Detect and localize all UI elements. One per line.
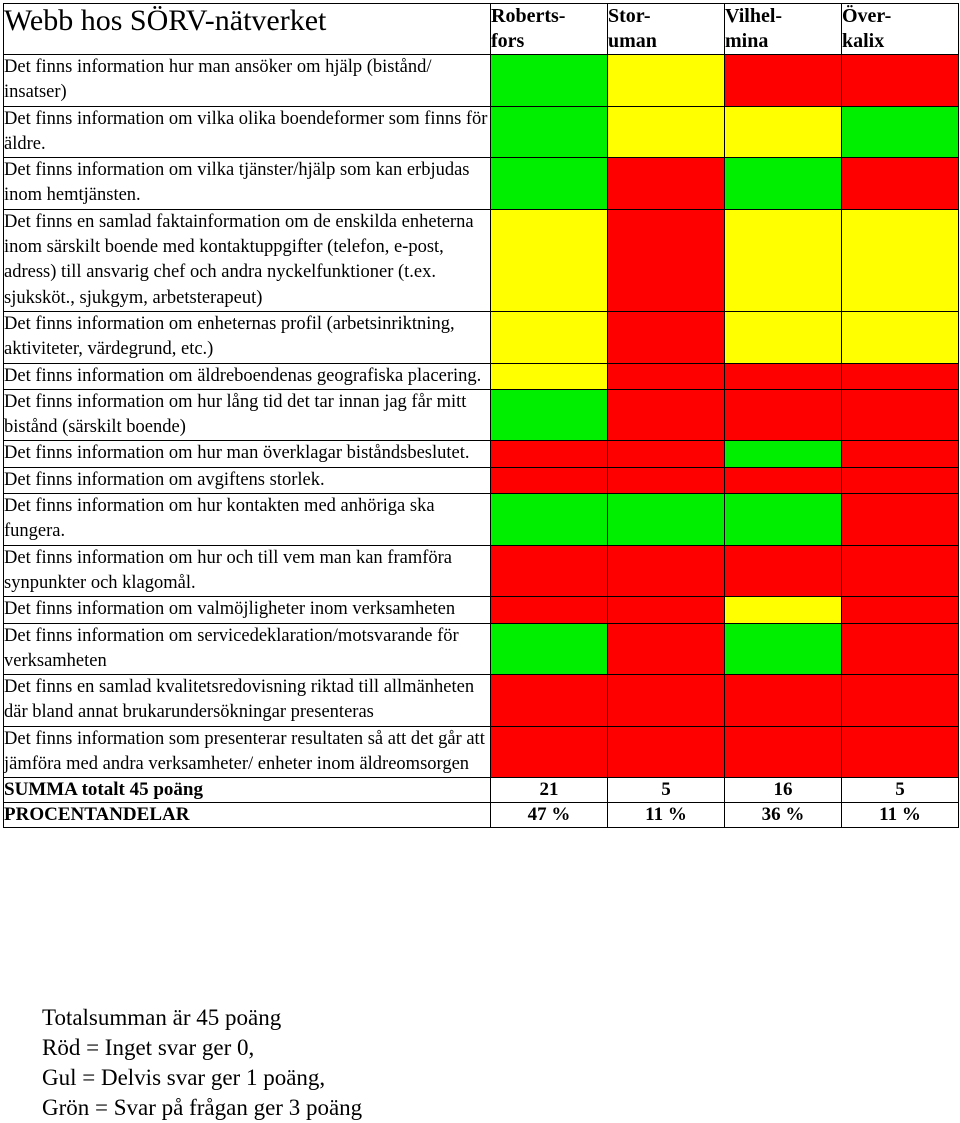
legend-green: Grön = Svar på frågan ger 3 poäng: [42, 1095, 363, 1120]
rating-cell-red: [491, 675, 608, 727]
rating-cell-yellow: [725, 597, 842, 623]
rating-cell-red: [608, 467, 725, 493]
rating-cell-red: [842, 389, 959, 441]
criterion-text: Det finns information om hur kontakten med anhöriga ska fungera.: [4, 494, 491, 546]
rating-cell-red: [725, 545, 842, 597]
legend-yellow: Gul = Delvis svar ger 1 poäng,: [42, 1065, 326, 1090]
rating-cell-red: [725, 726, 842, 778]
rating-cell-yellow: [608, 106, 725, 158]
criterion-text: Det finns information om enheternas profil (arbetsinriktning, aktiviteter, värdegrund, etc.): [4, 311, 491, 363]
criteria-row: [4, 623, 959, 675]
municipality-header-storuman: Stor- uman: [608, 4, 725, 55]
rating-cell-yellow: [842, 209, 959, 311]
rating-cell-red: [842, 675, 959, 727]
criteria-row: [4, 389, 959, 441]
percent-value: 11 %: [842, 803, 959, 828]
criterion-text: Det finns information om vilka olika boendeformer som finns för äldre.: [4, 106, 491, 158]
rating-cell-red: [842, 545, 959, 597]
rating-cell-yellow: [842, 311, 959, 363]
rating-cell-red: [842, 494, 959, 546]
rating-cell-green: [491, 494, 608, 546]
legend: [42, 1003, 362, 1123]
criterion-text: Det finns information om hur man överklagar biståndsbeslutet.: [4, 441, 491, 467]
rating-cell-red: [608, 623, 725, 675]
criterion-text: Det finns information om servicedeklaration/motsvarande för verksamheten: [4, 623, 491, 675]
rating-cell-green: [491, 55, 608, 107]
criteria-row: [4, 209, 959, 311]
rating-cell-red: [842, 623, 959, 675]
rating-cell-red: [725, 467, 842, 493]
rating-cell-green: [725, 441, 842, 467]
rating-cell-green: [491, 389, 608, 441]
percent-value: 36 %: [725, 803, 842, 828]
rating-cell-green: [608, 494, 725, 546]
rating-cell-green: [491, 106, 608, 158]
criteria-row: [4, 441, 959, 467]
rating-cell-green: [491, 623, 608, 675]
rating-cell-red: [491, 545, 608, 597]
municipality-header-robertsfors: Roberts- fors: [491, 4, 608, 55]
rating-cell-yellow: [608, 55, 725, 107]
summa-value: 16: [725, 778, 842, 803]
legend-total: Totalsumman är 45 poäng: [42, 1005, 282, 1030]
criteria-row: [4, 675, 959, 727]
criteria-row: [4, 467, 959, 493]
summa-value: 21: [491, 778, 608, 803]
rating-cell-red: [842, 363, 959, 389]
municipality-header-vilhelmina: Vilhel- mina: [725, 4, 842, 55]
criterion-text: Det finns information hur man ansöker om hjälp (bistånd/ insatser): [4, 55, 491, 107]
criterion-text: Det finns information om äldreboendenas geografiska placering.: [4, 363, 491, 389]
summa-value: 5: [608, 778, 725, 803]
rating-cell-red: [725, 675, 842, 727]
percent-row: [4, 803, 959, 828]
rating-cell-red: [608, 441, 725, 467]
criteria-row: [4, 55, 959, 107]
rating-cell-red: [491, 726, 608, 778]
criteria-row: [4, 597, 959, 623]
rating-cell-yellow: [725, 311, 842, 363]
criterion-text: Det finns information om vilka tjänster/hjälp som kan erbjudas inom hemtjänsten.: [4, 158, 491, 210]
rating-cell-red: [608, 389, 725, 441]
rating-cell-red: [491, 441, 608, 467]
criterion-text: Det finns information om hur och till vem man kan framföra synpunkter och klagomål.: [4, 545, 491, 597]
rating-cell-red: [608, 726, 725, 778]
rating-cell-red: [491, 597, 608, 623]
table-title: Webb hos SÖRV-nätverket: [4, 4, 491, 55]
rating-cell-red: [725, 55, 842, 107]
rating-cell-yellow: [491, 363, 608, 389]
criteria-row: [4, 545, 959, 597]
criterion-text: Det finns information om valmöjligheter inom verksamheten: [4, 597, 491, 623]
rating-cell-yellow: [725, 209, 842, 311]
municipality-header-overkalix: Över- kalix: [842, 4, 959, 55]
rating-cell-green: [725, 623, 842, 675]
header-row: [4, 4, 959, 55]
summa-label: SUMMA totalt 45 poäng: [4, 778, 491, 803]
assessment-table: [3, 3, 959, 828]
rating-cell-red: [608, 545, 725, 597]
rating-cell-red: [842, 467, 959, 493]
rating-cell-green: [725, 158, 842, 210]
criteria-rows: [4, 55, 959, 778]
criteria-row: [4, 311, 959, 363]
summa-row: [4, 778, 959, 803]
criterion-text: Det finns information om hur lång tid det tar innan jag får mitt bistånd (särskilt boende): [4, 389, 491, 441]
rating-cell-green: [842, 106, 959, 158]
rating-cell-red: [608, 209, 725, 311]
rating-cell-red: [842, 158, 959, 210]
rating-cell-red: [608, 363, 725, 389]
percent-label: PROCENTANDELAR: [4, 803, 491, 828]
rating-cell-red: [608, 158, 725, 210]
criteria-row: [4, 494, 959, 546]
rating-cell-yellow: [491, 209, 608, 311]
criterion-text: Det finns en samlad faktainformation om de enskilda enheterna inom särskilt boende med kontaktuppgifter (telefon, e-post, adress) till ansvarig chef och andra nyckelfunktioner (t.ex. sjuksköt., sjukgym, arbetsterapeut): [4, 209, 491, 311]
rating-cell-red: [842, 441, 959, 467]
rating-cell-red: [608, 311, 725, 363]
criterion-text: Det finns en samlad kvalitetsredovisning riktad till allmänheten där bland annat brukarundersökningar presenteras: [4, 675, 491, 727]
rating-cell-red: [608, 675, 725, 727]
legend-red: Röd = Inget svar ger 0,: [42, 1035, 255, 1060]
summa-value: 5: [842, 778, 959, 803]
percent-value: 47 %: [491, 803, 608, 828]
rating-cell-red: [725, 363, 842, 389]
rating-cell-red: [491, 467, 608, 493]
criterion-text: Det finns information om avgiftens storlek.: [4, 467, 491, 493]
criteria-row: [4, 106, 959, 158]
criteria-row: [4, 726, 959, 778]
rating-cell-red: [842, 597, 959, 623]
percent-value: 11 %: [608, 803, 725, 828]
criterion-text: Det finns information som presenterar resultaten så att det går att jämföra med andra verksamheter/ enheter inom äldreomsorgen: [4, 726, 491, 778]
rating-cell-yellow: [725, 106, 842, 158]
rating-cell-yellow: [491, 311, 608, 363]
rating-cell-green: [725, 494, 842, 546]
criteria-row: [4, 363, 959, 389]
rating-cell-red: [842, 726, 959, 778]
rating-cell-red: [842, 55, 959, 107]
criteria-row: [4, 158, 959, 210]
rating-cell-green: [491, 158, 608, 210]
rating-cell-red: [608, 597, 725, 623]
rating-cell-red: [725, 389, 842, 441]
